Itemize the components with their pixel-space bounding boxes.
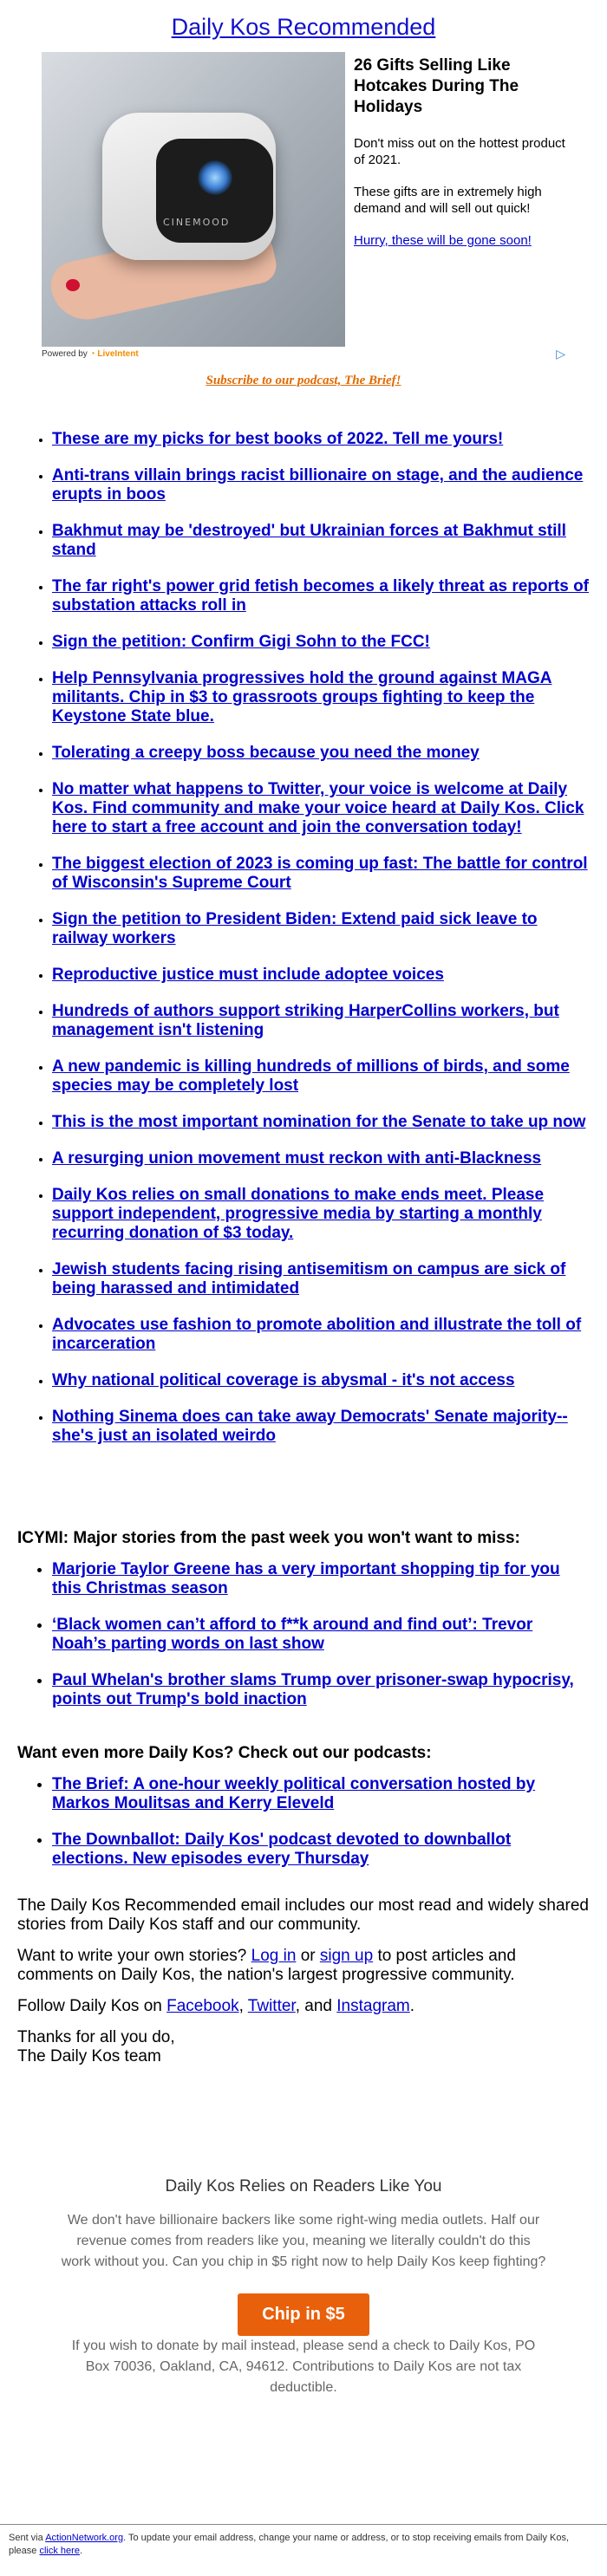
thanks-line: Thanks for all you do, — [17, 2028, 175, 2046]
story-item — [52, 522, 590, 560]
story-item — [52, 1149, 590, 1168]
signoff — [17, 2028, 590, 2066]
podcasts-list — [17, 1775, 590, 1869]
ad-powered-label: Powered by — [42, 349, 88, 359]
icymi-item — [52, 1671, 590, 1709]
follow-and: and — [304, 1997, 332, 2015]
ad-projector-shape — [102, 113, 276, 260]
sponsored-ad[interactable] — [42, 52, 569, 364]
unsubscribe-link[interactable]: click here — [39, 2546, 80, 2556]
header-title-link[interactable]: Daily Kos Recommended — [171, 14, 436, 40]
story-item-link[interactable]: The biggest election of 2023 is coming up fast: The battle for control of Wisconsin's Supreme Court — [52, 855, 588, 892]
story-item — [52, 910, 590, 948]
icymi-section — [17, 1529, 590, 1727]
story-item-link[interactable]: A new pandemic is killing hundreds of millions of birds, and some species may be completely lost — [52, 1057, 570, 1095]
header-title — [0, 0, 607, 43]
facebook-link[interactable]: Facebook — [166, 1997, 239, 2015]
story-item-link[interactable]: Daily Kos relies on small donations to make ends meet. Please support independent, progressive media by starting a monthly recurring donation of $3 today. — [52, 1186, 545, 1242]
twitter-link[interactable]: Twitter — [247, 1997, 296, 2015]
ad-powered-by — [42, 349, 139, 359]
icymi-item-link[interactable]: ‘Black women can’t afford to f**k around and find out’: Trevor Noah’s parting words on last show — [52, 1616, 533, 1653]
podcasts-section — [17, 1744, 590, 1886]
story-item — [52, 966, 590, 985]
story-item-link[interactable]: Bakhmut may be 'destroyed' but Ukrainian forces at Bakhmut still stand — [52, 522, 566, 559]
instagram-link[interactable]: Instagram — [336, 1997, 410, 2015]
story-item — [52, 466, 590, 504]
icymi-item — [52, 1560, 590, 1598]
story-item — [52, 1316, 590, 1354]
story-item — [52, 855, 590, 893]
follow-pre: Follow Daily Kos on — [17, 1997, 162, 2015]
icymi-item — [52, 1616, 590, 1654]
ad-product-brand: CINEMOOD — [163, 217, 231, 228]
story-item-link[interactable]: Reproductive justice must include adoptee voices — [52, 966, 444, 984]
team-line: The Daily Kos team — [17, 2047, 161, 2065]
story-item-link[interactable]: Why national political coverage is abysmal - it's not access — [52, 1371, 515, 1389]
story-item — [52, 633, 590, 652]
icymi-list — [17, 1560, 590, 1709]
story-item-link[interactable]: A resurging union movement must reckon with anti-Blackness — [52, 1149, 542, 1168]
podcasts-heading: Want even more Daily Kos? Check out our podcasts: — [17, 1744, 432, 1762]
story-item-link[interactable]: Advocates use fashion to promote abolition and illustrate the toll of incarceration — [52, 1316, 582, 1353]
donate-by-mail: If you wish to donate by mail instead, please send a check to Daily Kos, PO Box 70036, Oakland, CA, 94612. Contributions to Daily Kos are not tax deductible. — [71, 2339, 536, 2395]
podcast-item-link[interactable]: The Downballot: Daily Kos' podcast devoted to downballot elections. New episodes every Thursday — [52, 1831, 512, 1868]
story-item-link[interactable]: The far right's power grid fetish becomes a likely threat as reports of substation attacks roll in — [52, 577, 590, 615]
ad-fingernail-shape — [66, 279, 80, 291]
story-item — [52, 1408, 590, 1446]
story-item — [52, 780, 590, 837]
story-item-link[interactable]: Nothing Sinema does can take away Democrats' Senate majority--she's just an isolated weirdo — [52, 1408, 568, 1445]
chip-in-button[interactable]: Chip in $5 — [238, 2293, 369, 2336]
follow-line: Follow Daily Kos on Facebook, Twitter, and Instagram. — [17, 1997, 415, 2015]
story-item — [52, 1260, 590, 1298]
podcast-link[interactable]: Subscribe to our podcast, The Brief! — [206, 374, 401, 387]
write-or: or — [300, 1947, 316, 1965]
adchoices-icon[interactable]: ▷ — [556, 347, 565, 361]
footer-pre: Sent via — [9, 2533, 43, 2543]
story-item-link[interactable]: These are my picks for best books of 2022. Tell me yours! — [52, 430, 504, 448]
story-item-link[interactable]: Sign the petition: Confirm Gigi Sohn to the FCC! — [52, 633, 430, 651]
story-item-link[interactable]: No matter what happens to Twitter, your voice is welcome at Daily Kos. Find community and make your voice heard at Daily Kos. Click here to start a free account and join the conversation today! — [52, 780, 584, 836]
ad-cta-link[interactable]: Hurry, these will be gone soon! — [354, 233, 532, 248]
donate-heading: Daily Kos Relies on Readers Like You — [165, 2177, 442, 2195]
story-item — [52, 744, 590, 763]
ad-text-block — [354, 52, 569, 249]
footer: Sent via ActionNetwork.org. To update your email address, change your name or address, or to stop receiving emails from Daily Kos, please click here. — [0, 2524, 607, 2558]
story-item-link[interactable]: Tolerating a creepy boss because you need the money — [52, 744, 480, 762]
liveintent-logo[interactable]: ◔ LiveIntent — [89, 349, 139, 359]
donate-section — [0, 2177, 607, 2398]
story-item-link[interactable]: Hundreds of authors support striking HarperCollins workers, but management isn't listening — [52, 1002, 559, 1039]
story-item — [52, 669, 590, 726]
ad-headline[interactable]: 26 Gifts Selling Like Hotcakes During The Holidays — [354, 56, 519, 116]
signup-link[interactable]: sign up — [319, 1947, 374, 1965]
story-item — [52, 1186, 590, 1243]
liveintent-label: LiveIntent — [97, 349, 139, 359]
story-item-link[interactable]: Jewish students facing rising antisemitism on campus are sick of being harassed and intimidated — [52, 1260, 566, 1298]
recommended-stories — [0, 430, 607, 1463]
story-item — [52, 577, 590, 615]
login-link[interactable]: Log in — [251, 1947, 297, 1965]
story-item — [52, 1371, 590, 1390]
story-item-link[interactable]: Anti-trans villain brings racist billionaire on stage, and the audience erupts in boos — [52, 466, 584, 504]
ad-projector-lens — [198, 160, 232, 195]
icymi-heading: ICYMI: Major stories from the past week you won't want to miss: — [17, 1529, 520, 1547]
story-item — [52, 430, 590, 449]
write-post: to post articles and comments on Daily Kos, the nation's largest progressive community. — [17, 1947, 516, 1984]
podcast-item-link[interactable]: The Brief: A one-hour weekly political conversation hosted by Markos Moulitsas and Kerry Eleveld — [52, 1775, 536, 1812]
footer-mid: . To update your email address, change your name or address, or to stop receiving emails from Daily Kos, please — [9, 2533, 570, 2556]
icymi-item-link[interactable]: Paul Whelan's brother slams Trump over prisoner-swap hypocrisy, points out Trump's bold inaction — [52, 1671, 574, 1708]
ad-body-2: These gifts are in extremely high demand and will sell out quick! — [354, 185, 542, 216]
ad-body-1: Don't miss out on the hottest product of 2021. — [354, 136, 565, 167]
donate-body: We don't have billionaire backers like some right-wing media outlets. Half our revenue comes from readers like you, meaning we literally couldn't do this work without you. Can you chip in $5 right now to help Daily Kos keep fighting? — [61, 2213, 546, 2269]
actionnetwork-link[interactable]: ActionNetwork.org — [45, 2533, 124, 2543]
story-item-link[interactable]: This is the most important nomination for the Senate to take up now — [52, 1113, 586, 1131]
podcast-item — [52, 1775, 590, 1813]
write-stories — [17, 1947, 590, 1985]
story-item — [52, 1113, 590, 1132]
write-pre: Want to write your own stories? — [17, 1947, 247, 1965]
story-item-link[interactable]: Help Pennsylvania progressives hold the ground against MAGA militants. Chip in $3 to grassroots groups fighting to keep the Keystone State blue. — [52, 669, 552, 725]
story-item — [52, 1002, 590, 1040]
story-item — [52, 1057, 590, 1096]
podcast-item — [52, 1831, 590, 1869]
closing-section — [17, 1896, 590, 2078]
icymi-item-link[interactable]: Marjorie Taylor Greene has a very important shopping tip for you this Christmas season — [52, 1560, 560, 1597]
story-list — [0, 430, 607, 1446]
closing-intro: The Daily Kos Recommended email includes our most read and widely shared stories from Daily Kos staff and our community. — [17, 1896, 589, 1934]
story-item-link[interactable]: Sign the petition to President Biden: Extend paid sick leave to railway workers — [52, 910, 538, 947]
podcast-promo — [0, 374, 607, 388]
ad-product-image[interactable] — [42, 52, 345, 347]
